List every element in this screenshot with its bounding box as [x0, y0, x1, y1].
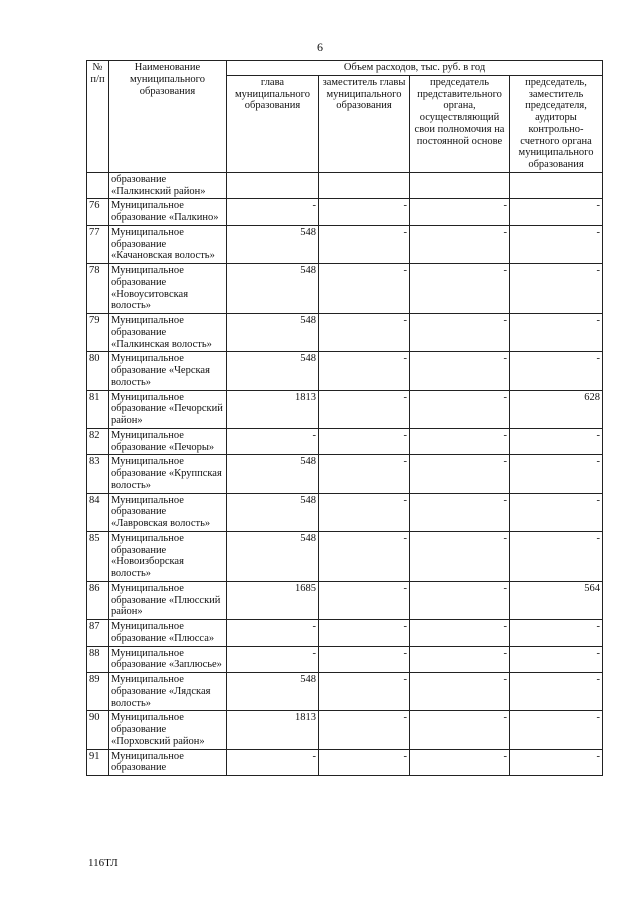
cell-value: -: [410, 199, 510, 226]
cell-value: -: [510, 493, 603, 531]
cell-value: 548: [227, 352, 319, 390]
cell-value: -: [510, 531, 603, 581]
cell-value: -: [410, 711, 510, 749]
cell-value: -: [227, 199, 319, 226]
cell-number: 88: [87, 646, 109, 673]
cell-value: [410, 172, 510, 199]
cell-value: 564: [510, 581, 603, 619]
table-row: [87, 749, 603, 776]
header-expense-group: Объем расходов, тыс. руб. в год: [227, 61, 603, 76]
cell-value: -: [227, 428, 319, 455]
cell-number: 76: [87, 199, 109, 226]
cell-name: Муниципальное образование «Качановская волость»: [109, 225, 227, 263]
cell-value: 548: [227, 225, 319, 263]
cell-number: 80: [87, 352, 109, 390]
cell-name: Муниципальное образование «Заплюсье»: [109, 646, 227, 673]
cell-value: 1685: [227, 581, 319, 619]
cell-value: -: [410, 531, 510, 581]
cell-value: 1813: [227, 711, 319, 749]
cell-value: 548: [227, 673, 319, 711]
cell-value: -: [510, 711, 603, 749]
cell-value: -: [227, 749, 319, 776]
cell-name: Муниципальное образование «Лядская волость»: [109, 673, 227, 711]
cell-value: -: [510, 620, 603, 647]
cell-number: 87: [87, 620, 109, 647]
cell-value: -: [410, 646, 510, 673]
cell-value: -: [319, 749, 410, 776]
footer-code: 116ТЛ: [88, 857, 118, 869]
cell-value: -: [227, 620, 319, 647]
table-row: [87, 264, 603, 314]
header-name: Наименование муниципального образования: [109, 61, 227, 173]
table-row: [87, 620, 603, 647]
table-header: [87, 61, 603, 173]
cell-value: -: [410, 352, 510, 390]
cell-value: -: [319, 225, 410, 263]
cell-value: -: [319, 581, 410, 619]
table-row-continuation: [87, 172, 603, 199]
cell-value: -: [410, 390, 510, 428]
cell-value: 548: [227, 314, 319, 352]
cell-value: [227, 172, 319, 199]
cell-name: Муниципальное образование «Печорский район»: [109, 390, 227, 428]
cell-name: Муниципальное образование «Плюсский район»: [109, 581, 227, 619]
cell-number: 78: [87, 264, 109, 314]
cell-value: [510, 172, 603, 199]
cell-value: -: [510, 199, 603, 226]
cell-value: -: [319, 620, 410, 647]
cell-value: -: [319, 390, 410, 428]
cell-value: -: [510, 264, 603, 314]
cell-name: Муниципальное образование «Палкинская волость»: [109, 314, 227, 352]
cell-value: -: [319, 352, 410, 390]
cell-number: 81: [87, 390, 109, 428]
header-audit-chamber: председатель, заместитель председателя, аудиторы контрольно-счетного органа муниципального образования: [510, 75, 603, 172]
cell-number: 86: [87, 581, 109, 619]
table-row: [87, 352, 603, 390]
cell-name: Муниципальное образование «Порховский район»: [109, 711, 227, 749]
cell-value: -: [319, 531, 410, 581]
cell-value: -: [410, 264, 510, 314]
table-row: [87, 314, 603, 352]
cell-value: -: [510, 455, 603, 493]
table-row: [87, 711, 603, 749]
cell-name: Муниципальное образование «Новоуситовская волость»: [109, 264, 227, 314]
cell-value: -: [410, 455, 510, 493]
cell-name: Муниципальное образование «Новоизборская волость»: [109, 531, 227, 581]
budget-table: [86, 60, 603, 776]
cell-value: -: [510, 225, 603, 263]
cell-value: 548: [227, 455, 319, 493]
cell-value: [319, 172, 410, 199]
cell-number: 85: [87, 531, 109, 581]
cell-value: -: [319, 199, 410, 226]
cell-name: Муниципальное образование «Черская волость»: [109, 352, 227, 390]
cell-value: -: [510, 428, 603, 455]
table-row: [87, 428, 603, 455]
cell-number: 90: [87, 711, 109, 749]
cell-number: [87, 172, 109, 199]
cell-value: -: [410, 620, 510, 647]
cell-value: -: [319, 673, 410, 711]
table-row: [87, 646, 603, 673]
table-row: [87, 493, 603, 531]
cell-number: 83: [87, 455, 109, 493]
cell-value: 1813: [227, 390, 319, 428]
cell-name: Муниципальное образование: [109, 749, 227, 776]
cell-value: -: [227, 646, 319, 673]
cell-number: 89: [87, 673, 109, 711]
cell-name: Муниципальное образование «Круппская волость»: [109, 455, 227, 493]
table-row: [87, 455, 603, 493]
cell-value: 628: [510, 390, 603, 428]
cell-number: 77: [87, 225, 109, 263]
header-number: № п/п: [87, 61, 109, 173]
header-council-chair: председатель представительного органа, осуществляющий свои полномочия на постоянной основе: [410, 75, 510, 172]
cell-name: Муниципальное образование «Плюсса»: [109, 620, 227, 647]
cell-value: -: [319, 314, 410, 352]
cell-value: 548: [227, 493, 319, 531]
table-row: [87, 581, 603, 619]
cell-value: -: [410, 493, 510, 531]
table-body: [87, 172, 603, 775]
cell-name: Муниципальное образование «Палкино»: [109, 199, 227, 226]
table-row: [87, 673, 603, 711]
table-row: [87, 199, 603, 226]
cell-value: -: [319, 711, 410, 749]
table-row: [87, 390, 603, 428]
cell-value: -: [510, 673, 603, 711]
cell-value: -: [410, 225, 510, 263]
header-head: глава муниципального образования: [227, 75, 319, 172]
cell-value: -: [510, 314, 603, 352]
cell-value: -: [510, 749, 603, 776]
cell-value: -: [319, 264, 410, 314]
cell-name: образование «Палкинский район»: [109, 172, 227, 199]
cell-value: 548: [227, 531, 319, 581]
cell-value: -: [410, 673, 510, 711]
cell-name: Муниципальное образование «Лавровская волость»: [109, 493, 227, 531]
cell-value: -: [410, 314, 510, 352]
cell-value: -: [410, 428, 510, 455]
table-row: [87, 225, 603, 263]
cell-value: -: [319, 646, 410, 673]
cell-value: -: [319, 428, 410, 455]
cell-value: -: [510, 352, 603, 390]
cell-value: -: [410, 581, 510, 619]
cell-number: 91: [87, 749, 109, 776]
cell-value: -: [510, 646, 603, 673]
cell-number: 82: [87, 428, 109, 455]
table-row: [87, 531, 603, 581]
cell-value: 548: [227, 264, 319, 314]
page-number: 6: [317, 40, 323, 54]
cell-value: -: [410, 749, 510, 776]
cell-name: Муниципальное образование «Печоры»: [109, 428, 227, 455]
cell-number: 79: [87, 314, 109, 352]
cell-value: -: [319, 455, 410, 493]
cell-number: 84: [87, 493, 109, 531]
cell-value: -: [319, 493, 410, 531]
header-deputy: заместитель главы муниципального образования: [319, 75, 410, 172]
